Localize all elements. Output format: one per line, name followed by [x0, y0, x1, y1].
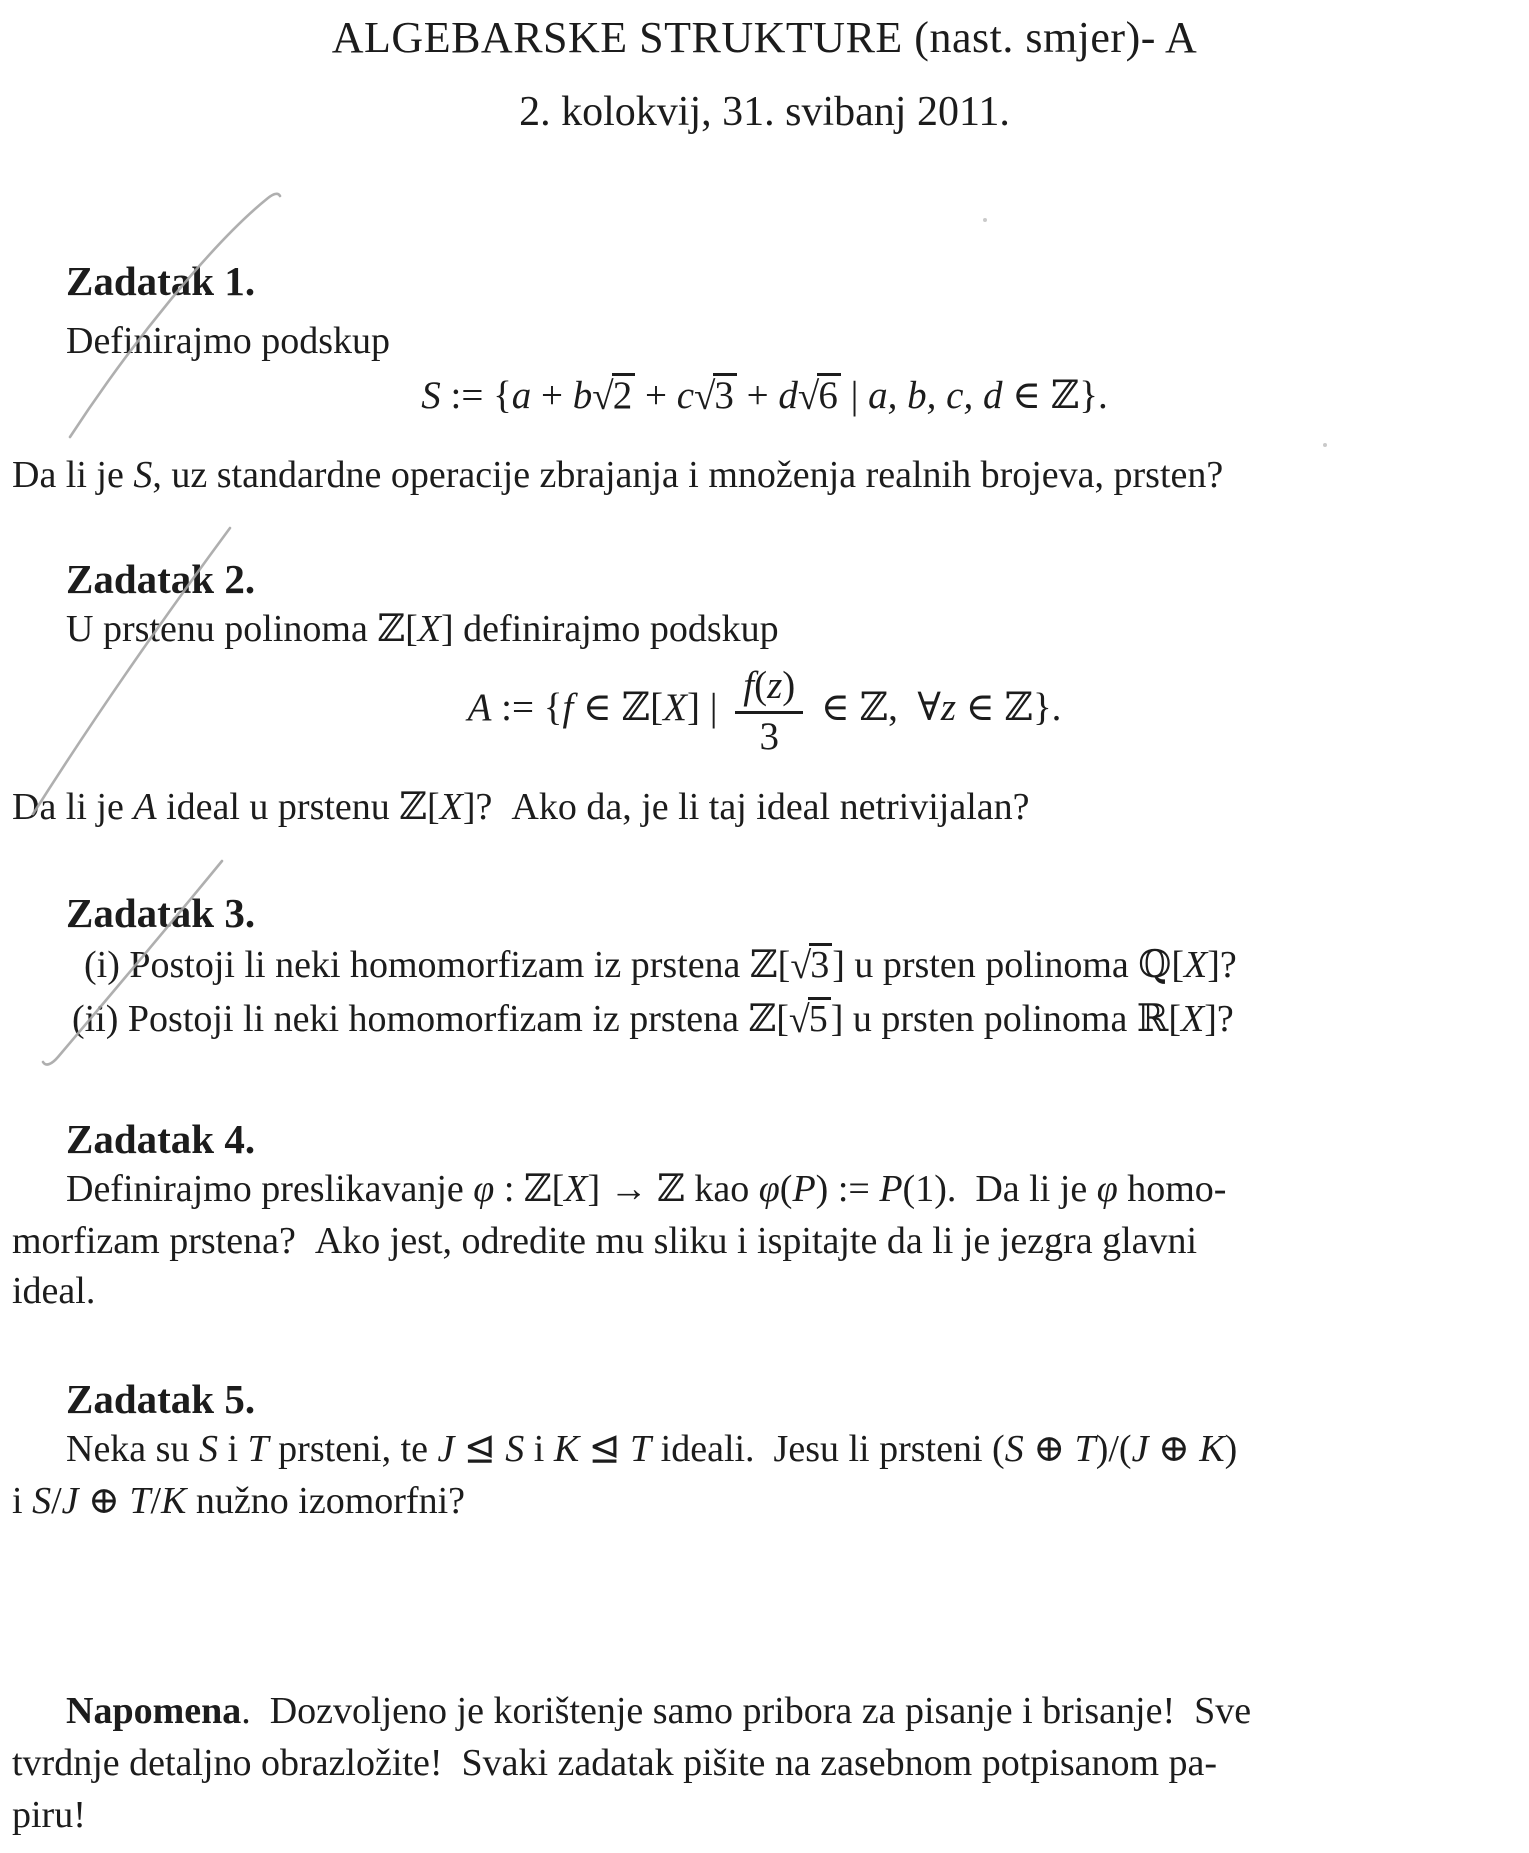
problem-2-intro: U prstenu polinoma ℤ[X] definirajmo podskup	[66, 608, 779, 650]
problem-4-heading: Zadatak 4.	[66, 1116, 256, 1162]
problem-2-question: Da li je A ideal u prstenu ℤ[X]? Ako da, je li taj ideal netrivijalan?	[12, 786, 1030, 828]
problem-1-question: Da li je S, uz standardne operacije zbrajanja i množenja realnih brojeva, prsten?	[12, 454, 1224, 496]
scan-speck	[1323, 443, 1327, 447]
radical: √6	[798, 374, 841, 417]
radical: √2	[592, 374, 635, 417]
problem-2-heading: Zadatak 2.	[66, 556, 256, 602]
problem-5-heading: Zadatak 5.	[66, 1376, 256, 1422]
radical: √3	[790, 944, 832, 986]
problem-5-line-2: i S/J ⊕ T/K nužno izomorfni?	[12, 1480, 465, 1522]
problem-3-item-i: (i) Postoji li neki homomorfizam iz prstena ℤ[√3] u prsten polinoma ℚ[X]?	[84, 944, 1237, 987]
problem-1-intro: Definirajmo podskup	[66, 320, 391, 362]
problem-4-line-1: Definirajmo preslikavanje φ : ℤ[X] → ℤ kao φ(P) := P(1). Da li je φ homo-	[66, 1168, 1227, 1210]
problem-2-formula: A := {f ∈ ℤ[X] | $\frac{f(z)}{3}$ ∈ ℤ, ∀z ∈ ℤ}.	[467, 664, 1062, 758]
exam-date: 2. kolokvij, 31. svibanj 2011.	[519, 89, 1010, 135]
problem-1-heading: Zadatak 1.	[66, 258, 256, 304]
problem-4-line-2: morfizam prstena? Ako jest, odredite mu sliku i ispitajte da li je jezgra glavni	[12, 1220, 1198, 1262]
exam-title: ALGEBARSKE STRUKTURE (nast. smjer)- A	[331, 13, 1198, 62]
note-line-3: piru!	[12, 1794, 86, 1836]
note-line-1: Napomena. Dozvoljeno je korištenje samo pribora za pisanje i brisanje! Sve	[66, 1690, 1252, 1732]
scan-speck	[983, 218, 987, 222]
radical: √3	[694, 374, 737, 417]
problem-3-item-ii: (ii) Postoji li neki homomorfizam iz prstena ℤ[√5] u prsten polinoma ℝ[X]?	[72, 998, 1234, 1041]
note-line-2: tvrdnje detaljno obrazložite! Svaki zadatak pišite na zasebnom potpisanom pa-	[12, 1742, 1218, 1784]
problem-1-formula: S := {a + b√2 + c√3 + d√6 | a, b, c, d ∈ ℤ}.	[421, 374, 1108, 418]
problem-5-line-1: Neka su S i T prsteni, te J ⊴ S i K ⊴ T ideali. Jesu li prsteni (S ⊕ T)/(J ⊕ K)	[66, 1428, 1238, 1470]
fraction: $\frac{f(z)}{3}$	[735, 664, 803, 758]
radical: √5	[789, 998, 831, 1040]
problem-4-line-3: ideal.	[12, 1270, 96, 1312]
problem-3-heading: Zadatak 3.	[66, 890, 256, 936]
